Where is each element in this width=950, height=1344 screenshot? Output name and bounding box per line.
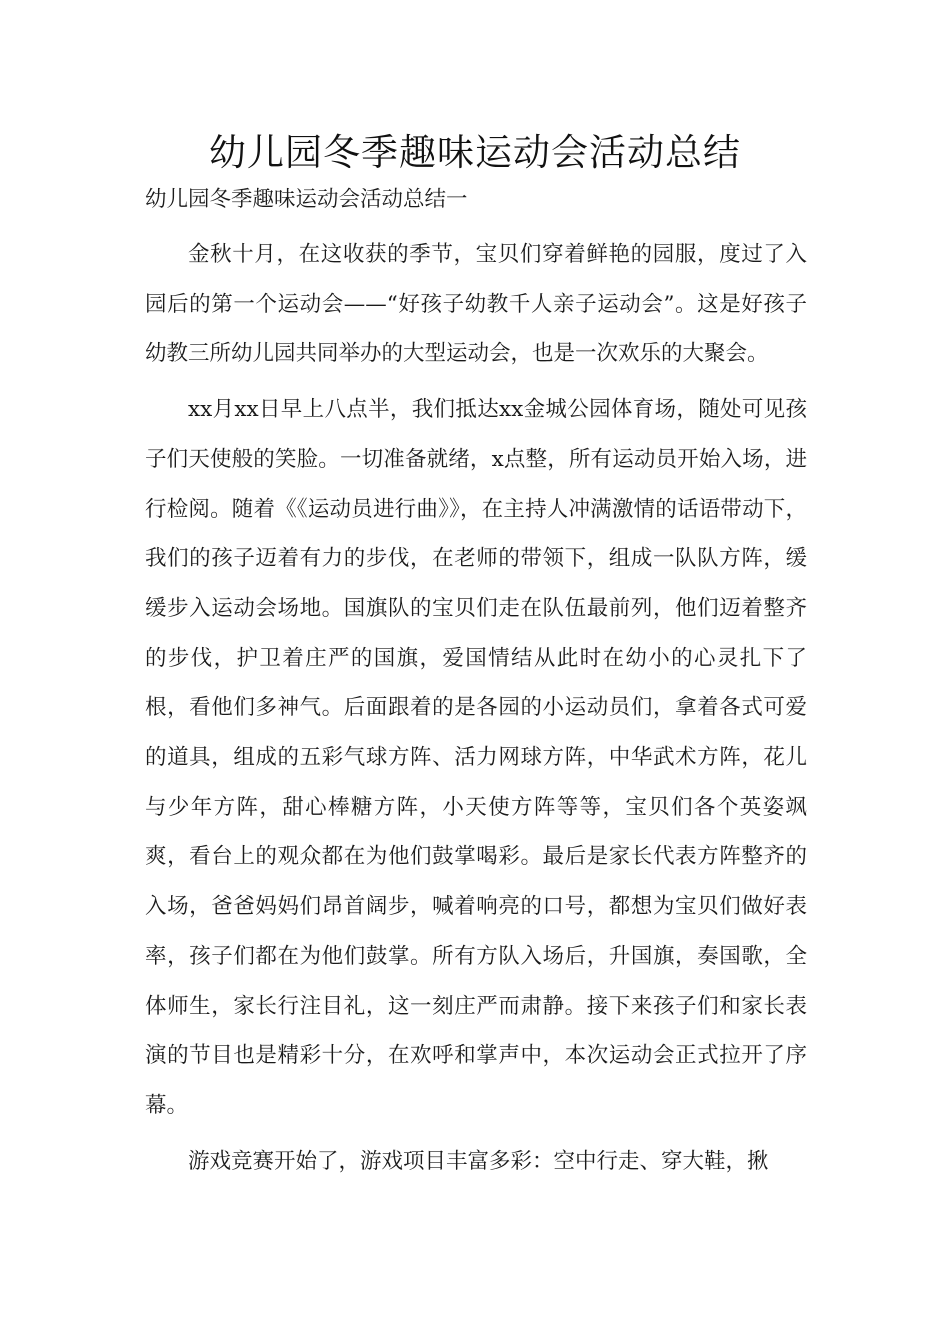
body-paragraphs [145,230,807,1186]
paragraph-1: 金秋十月，在这收获的季节，宝贝们穿着鲜艳的园服，度过了入园后的第一个运动会——“好孩子幼教千人亲子运动会”。这是好孩子幼教三所幼儿园共同举办的大型运动会，也是一次欢乐的大聚会。 [145,242,807,367]
paragraph-3: 游戏竞赛开始了，游戏项目丰富多彩：空中行走、穿大鞋，揪 [188,1148,769,1174]
paragraph-2: xx月xx日早上八点半，我们抵达xx金城公园体育场，随处可见孩子们天使般的笑脸。一切准备就绪，x点整，所有运动员开始入场，进行检阅。随着《《运动员进行曲》》，在主持人冲满激情的话语带动下，我们的孩子迈着有力的步伐，在老师的带领下，组成一队队方阵，缓缓步入运动会场地。国旗队的宝贝们走在队伍最前列，他们迈着整齐的步伐，护卫着庄严的国旗，爱国情结从此时在幼小的心灵扎下了根，看他们多神气。后面跟着的是各园的小运动员们，拿着各式可爱的道具，组成的五彩气球方阵、活力网球方阵，中华武术方阵，花儿与少年方阵，甜心棒糖方阵，小天使方阵等等，宝贝们各个英姿飒爽，看台上的观众都在为他们鼓掌喝彩。最后是家长代表方阵整齐的入场，爸爸妈妈们昂首阔步，喊着响亮的口号，都想为宝贝们做好表率，孩子们都在为他们鼓掌。所有方队入场后，升国旗，奏国歌，全体师生，家长行注目礼，这一刻庄严而肃静。接下来孩子们和家长表演的节目也是精彩十分，在欢呼和掌声中，本次运动会正式拉开了序幕。 [145,397,807,1118]
document-title: 幼儿园冬季趣味运动会活动总结 [209,131,741,174]
section-subtitle: 幼儿园冬季趣味运动会活动总结一 [145,187,468,212]
